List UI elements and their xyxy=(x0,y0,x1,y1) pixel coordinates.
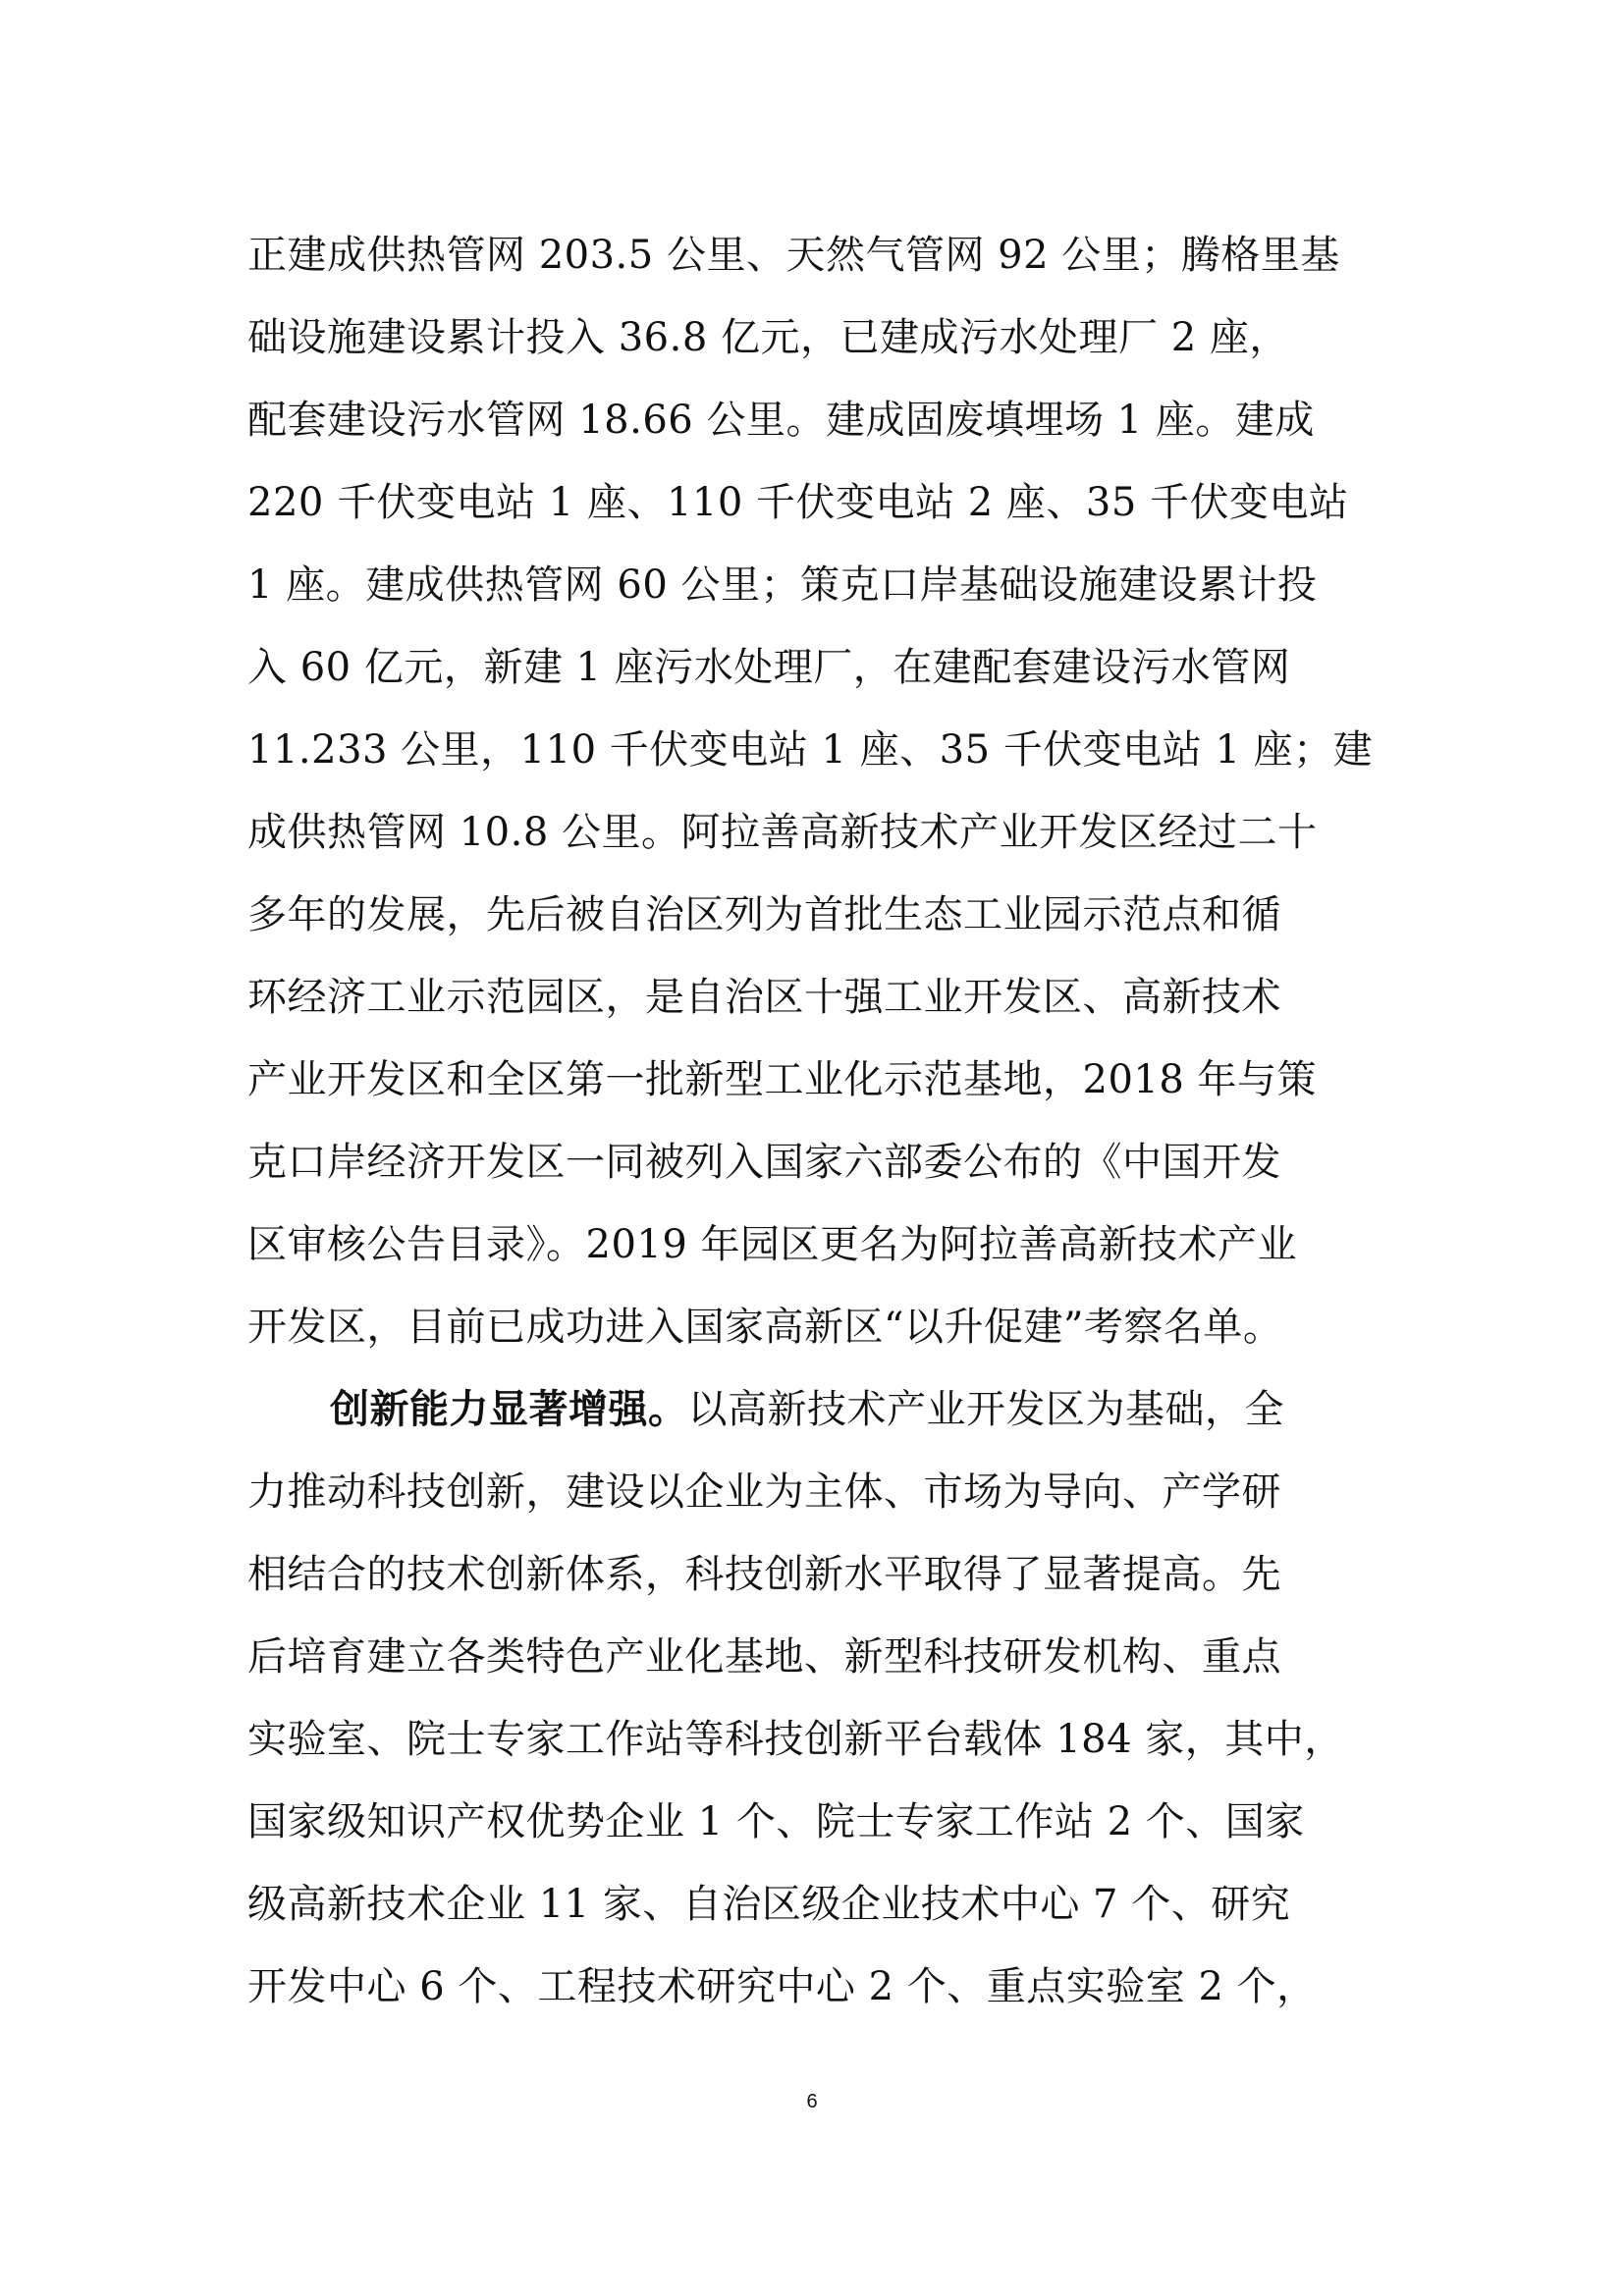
body-text xyxy=(247,214,1386,2028)
text-line: 开发中心 6 个、工程技术研究中心 2 个、重点实验室 2 个， xyxy=(247,1964,1317,2009)
text-line: 础设施建设累计投入 36.8 亿元，已建成污水处理厂 2 座， xyxy=(247,315,1289,360)
text-line: 11.233 公里，110 千伏变电站 1 座、35 千伏变电站 1 座；建 xyxy=(247,727,1374,773)
text-line: 入 60 亿元，新建 1 座污水处理厂，在建配套建设污水管网 xyxy=(247,645,1291,690)
text-line: 开发区，目前已成功进入国家高新区“以升促建”考察名单。 xyxy=(247,1305,1283,1350)
page-number: 6 xyxy=(806,2091,818,2112)
text-line: 220 千伏变电站 1 座、110 千伏变电站 2 座、35 千伏变电站 xyxy=(247,480,1349,525)
text-line: 配套建设污水管网 18.66 公里。建成固废填埋场 1 座。建成 xyxy=(247,398,1315,443)
text-line: 多年的发展，先后被自治区列为首批生态工业园示范点和循 xyxy=(247,892,1281,937)
section-heading: 创新能力显著增强。 xyxy=(330,1387,688,1432)
text-line: 克口岸经济开发区一同被列入国家六部委公布的《中国开发 xyxy=(247,1140,1281,1185)
heading-line-rest: 以高新技术产业开发区为基础，全 xyxy=(687,1387,1284,1432)
paragraph-first-line xyxy=(247,1368,1386,1451)
text-line: 实验室、院士专家工作站等科技创新平台载体 184 家，其中， xyxy=(247,1717,1344,1762)
text-line: 环经济工业示范园区，是自治区十强工业开发区、高新技术 xyxy=(247,975,1281,1020)
text-line: 国家级知识产权优势企业 1 个、院士专家工作站 2 个、国家 xyxy=(247,1799,1305,1844)
text-line: 级高新技术企业 11 家、自治区级企业技术中心 7 个、研究 xyxy=(247,1882,1291,1927)
text-line: 成供热管网 10.8 公里。阿拉善高新技术产业开发区经过二十 xyxy=(247,810,1318,855)
text-line: 1 座。建成供热管网 60 公里；策克口岸基础设施建设累计投 xyxy=(247,562,1318,608)
text-line: 相结合的技术创新体系，科技创新水平取得了显著提高。先 xyxy=(247,1552,1281,1597)
text-line: 区审核公告目录》。2019 年园区更名为阿拉善高新技术产业 xyxy=(247,1222,1298,1267)
text-line: 力推动科技创新，建设以企业为主体、市场为导向、产学研 xyxy=(247,1469,1281,1515)
text-line: 正建成供热管网 203.5 公里、天然气管网 92 公里；腾格里基 xyxy=(247,233,1340,278)
text-line: 后培育建立各类特色产业化基地、新型科技研发机构、重点 xyxy=(247,1634,1281,1680)
text-line: 产业开发区和全区第一批新型工业化示范基地，2018 年与策 xyxy=(247,1057,1318,1102)
